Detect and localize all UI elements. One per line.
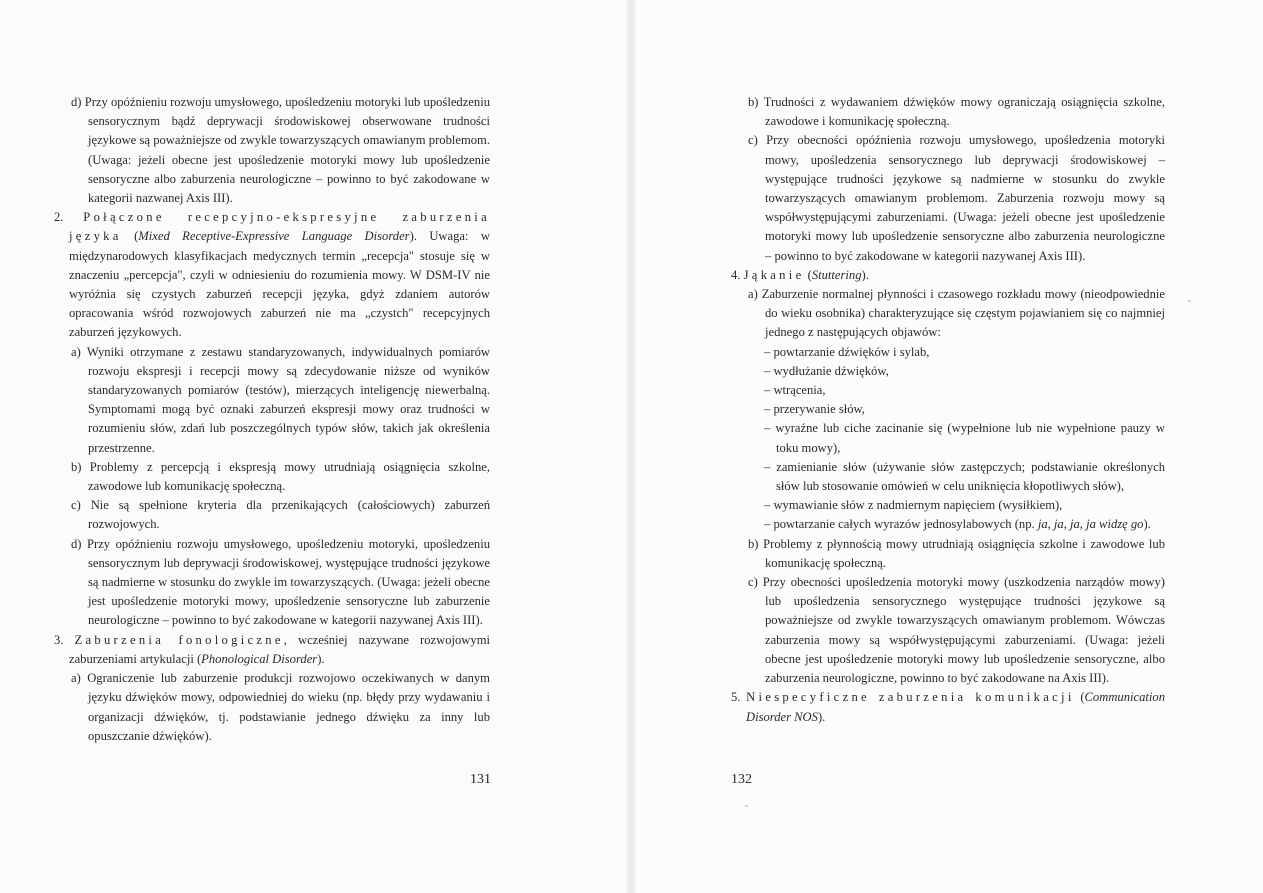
item-label: c) [748,133,758,148]
scan-speck [745,805,748,807]
item-text: Przy opóźnieniu rozwoju umysłowego, upośledzeniu motoryki lub upośledzeniu sensorycznym bądź deprywacji środowiskowej obserwowane trudności językowe są poważniejsze od zwykle towarzyszących omawianym problemom. (Uwaga: jeżeli obecne jest upośledzenie motoryki mowy lub upośledzenie sensoryczne albo zaburzenia neurologiczne – powinno to być zakodowane w kategorii nazwanej Axis III). [84,95,490,206]
section-3 [54,631,490,669]
section-heading: Zaburzenia fonologiczne [74,632,284,647]
section-4 [731,266,1165,285]
left-text-column [54,93,490,746]
symptom-item [731,343,1165,362]
english-term: Stuttering [811,267,862,282]
paren: ). [817,709,826,724]
item-4a [731,285,1165,343]
section-number: 2. [54,210,64,225]
page-number-right: 132 [731,772,752,787]
item-label: c) [748,575,758,590]
item-text: Problemy z percepcją i ekspresją mowy utrudniają osiągnięcia szkolne, zawodowe lub komunikację społeczną. [88,459,490,494]
item-2a [54,343,490,458]
item-2d [54,535,490,631]
symptom-item [731,419,1165,457]
item-4c [731,573,1165,688]
item-text: Nie są spełnione kryteria dla przenikających (całościowych) zaburzeń rozwojowych. [88,498,490,532]
item-text: Przy obecności opóźnienia rozwoju umysłowego, upośledzenia motoryki mowy, upośledzenia sensorycznego lub deprywacji środowiskowej – występujące trudności językowe są nadmierne w stosunku do zwykle towarzyszących omawianym problemom. Zaburzenia rozwoju mowy są współwystępującymi zaburzeniami. (Uwaga: jeżeli obecne jest upośledzenie motoryki mowy lub upośledzenie sensoryczne albo zaburzenia neurologiczne – powinno to być zakodowane w kategorii nazywanej Axis III). [765,133,1165,263]
symptom-item [731,496,1165,515]
section-heading: Niespecyficzne zaburzenia komunikacji [746,690,1075,705]
paren: ( [1074,690,1085,705]
dash-bullet: – [764,402,771,417]
item-3a [54,669,490,746]
dash-bullet: – [764,421,771,436]
item-text: Przy obecności upośledzenia motoryki mowy (uszkodzenia narządów mowy) lub upośledzenia sensorycznego występujące trudności językowe są poważniejsze od zwykle towarzyszących omawianym problemom. Wówczas zaburzenia mowy są współwystępującymi zaburzeniami. (Uwaga: jeżeli obecne jest upośledzenie motoryki mowy lub upośledzenie sensoryczne, albo zaburzenia neurologiczne, powinno to być zakodowane na Axis III). [762,575,1165,686]
paren: ). [317,651,325,666]
item-label: b) [748,536,759,551]
book-gutter [626,0,636,893]
symptom-item [731,400,1165,419]
item-text: Ograniczenie lub zaburzenie produkcji rozwojowo oczekiwanych w danym języku dźwięków mowy, odpowiedniej do wieku (np. błędy przy wydawaniu i organizacji dźwięków, tj. podstawianie jednego dźwięku za inny lub opuszczanie dźwięków). [87,671,490,743]
section-heading: Połączone recepcyjno-ekspresyjne zaburzenia języka [69,210,490,244]
item-2c [54,496,490,534]
scan-speck [1188,300,1191,302]
symptom-text: wyraźne lub ciche zacinanie się (wypełnione lub nie wypełnione pauzy w toku mowy), [775,421,1165,455]
dash-bullet: – [764,363,771,378]
section-2 [54,208,490,342]
item-label: b) [748,95,759,109]
page-number-left: 131 [470,772,491,787]
section-number: 3. [54,632,64,647]
english-term: Phonological Disorder [201,651,318,666]
section-text: , wcześniej nazywane rozwojowymi zaburzeniami artykulacji ( [69,632,490,666]
item-text: Zaburzenie normalnej płynności i czasowego rozkładu mowy (nieodpowiednie do wieku osobnika) charakteryzujące się częstym pojawianiem się co najmniej jednego z następujących objawów: [761,287,1165,340]
section-heading: Jąkanie [743,267,805,282]
dash-bullet: – [764,383,771,398]
paren: ). [1143,517,1151,532]
item-label: d) [71,536,82,551]
paren: ( [121,229,139,244]
english-term: Communication Disorder NOS [746,690,1165,724]
item-label: a) [71,344,81,359]
symptom-text: powtarzanie dźwięków i sylab, [773,344,930,359]
item-3b [731,93,1165,131]
item-2b [54,458,490,496]
item-label: a) [748,287,758,302]
item-2d-prev [54,93,490,208]
right-text-column [731,93,1165,727]
item-text: Przy opóźnieniu rozwoju umysłowego, upośledzeniu motoryki, upośledzeniu sensorycznym lub deprywacji środowiskowej, występujące trudności językowe są nadmierne w stosunku do zwykle im towarzyszących. (Uwaga: jeżeli obecne jest upośledzenie motoryki mowy, upośledzenie sensoryczne lub zaburzenie neurologiczne – powinno to być zakodowane w kategorii nazywanej Axis III). [87,536,490,628]
symptom-item [731,515,1165,534]
dash-bullet: – [764,459,771,474]
item-label: b) [71,459,82,474]
symptom-text: wydłużanie dźwięków, [773,363,889,378]
symptom-text: przerywanie słów, [773,402,865,417]
symptom-item [731,362,1165,381]
english-term: Mixed Receptive-Expressive Language Disorder [138,229,410,244]
dash-bullet: – [764,517,771,532]
symptom-text: powtarzanie całych wyrazów jednosylabowych (np. [773,517,1038,532]
item-label: a) [71,671,81,686]
item-label: c) [71,498,81,513]
symptom-text: wymawianie słów z nadmiernym napięciem (wysiłkiem), [773,498,1063,513]
item-text: Trudności z wydawaniem dźwięków mowy ograniczają osiągnięcia szkolne, zawodowe i komunikację społeczną. [763,95,1166,129]
dash-bullet: – [764,344,771,359]
section-text: ). Uwaga: w międzynarodowych klasyfikacjach medycznych termin „recepcja" stosuje się w znaczeniu „percepcja", czyli w odniesieniu do rozumienia mowy. W DSM-IV nie wyróżnia się czystych zaburzeń recepcji języka, gdyż zdaniem autorów opracowania wśród rozwojowych zaburzeń nie ma „czystch" recepcyjnych zaburzeń językowych. [69,229,490,340]
dash-bullet: – [764,498,771,513]
section-number: 4. [731,267,741,282]
item-text: Wyniki otrzymane z zestawu standaryzowanych, indywidualnych pomiarów rozwoju ekspresji i recepcji mowy są zdecydowanie niższe od wyników standaryzowanych pomiarów (testów), mierzących inteligencję niewerbalną. Symptomami mogą być oznaki zaburzeń ekspresji mowy oraz trudności w rozumieniu słów, zdań lub poszczególnych typów słów, takich jak określenia przestrzenne. [86,344,491,455]
section-5 [731,688,1165,726]
symptom-item [731,458,1165,496]
paren: ( [804,267,812,282]
symptom-item [731,381,1165,400]
item-4b [731,535,1165,573]
section-number: 5. [731,690,741,705]
item-3c [731,131,1165,265]
symptom-text: zamienianie słów (używanie słów zastępczych; podstawianie określonych słów lub stosowanie omówień w celu uniknięcia kłopotliwych słów), [776,459,1165,494]
item-label: d) [71,95,82,109]
symptom-text: wtrącenia, [773,383,826,398]
item-text: Problemy z płynnością mowy utrudniają osiągnięcia szkolne i zawodowe lub komunikację społeczną. [763,536,1166,570]
example-phrase: ja, ja, ja, ja widzę go [1037,517,1144,532]
paren: ). [861,267,869,282]
